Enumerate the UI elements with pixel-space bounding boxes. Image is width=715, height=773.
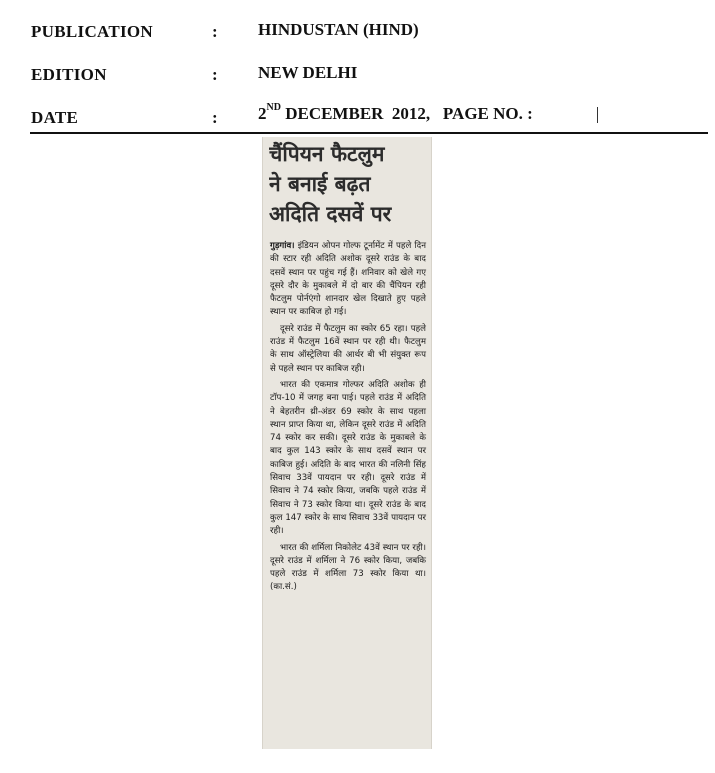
article-paragraph bbox=[270, 240, 426, 320]
edition-row bbox=[0, 65, 715, 95]
edition-colon: : bbox=[212, 65, 218, 84]
headline-line: ने बनाई बढ़त bbox=[269, 172, 371, 196]
date-colon: : bbox=[212, 108, 218, 127]
headline-line: चैंपियन फैटलुम bbox=[269, 142, 385, 166]
date-day: 2 bbox=[258, 104, 267, 123]
publication-value: HINDUSTAN (HIND) bbox=[258, 20, 419, 39]
headline-line: अदिति दसवें पर bbox=[269, 202, 392, 226]
article-dateline: गुड़गांव। bbox=[270, 241, 295, 251]
article-paragraph: भारत की एकमात्र गोल्फर अदिति अशोक ही टॉप-10 में जगह बना पाई। पहले राउंड में अदिति ने बेहतरीन थ्री-अंडर 69 स्कोर के साथ पहला स्थान प्राप्त किया था, लेकिन दूसरे राउंड में अदिति 74 स्कोर कर सकी। दूसरे राउंड के मुकाबले के बाद कुल 143 स्कोर के साथ दसवें स्थान पर काबिज हुई। अदिति के बाद भारत की नलिनी सिंह सिवाच 33वें पायदान पर रही। दूसरे राउंड में सिवाच ने 74 स्कोर किया, जबकि पहले राउंड में सिवाच ने 73 स्कोर किया था। दूसरे राउंड के बाद कुल 147 स्कोर के साथ सिवाच 33वें पायदान पर रही। bbox=[270, 379, 426, 537]
date-label: DATE bbox=[31, 108, 79, 127]
article-paragraph: भारत की शर्मिला निकोलेट 43वें स्थान पर रही। दूसरे राउंड में शर्मिला ने 76 स्कोर किया, जबकि पहले राउंड में शर्मिला 73 स्कोर किया था। (का.सं.) bbox=[270, 542, 426, 593]
header-divider bbox=[30, 132, 708, 134]
article-headline bbox=[269, 139, 429, 229]
publication-row bbox=[0, 22, 715, 52]
paragraph-text: इंडियन ओपन गोल्फ टूर्नामेंट में पहले दिन की स्टार रही अदिति अशोक दूसरे राउंड के बाद दसवें स्थान पर पहुंच गई हैं। शनिवार को खेले गए दूसरे दौर के मुकाबले में दो बार की चैंपियन रही फैटलुम पोर्नएंगो शानदार खेल दिखाते हुए पहले स्थान पर काबिज हो गई। bbox=[270, 241, 426, 318]
edition-value: NEW DELHI bbox=[258, 63, 358, 82]
article-body bbox=[270, 240, 426, 598]
edition-label: EDITION bbox=[31, 65, 107, 84]
date-rest: DECEMBER 2012, PAGE NO. : bbox=[285, 104, 533, 123]
publication-colon: : bbox=[212, 22, 218, 41]
news-clipping bbox=[262, 137, 432, 749]
page-no-mark bbox=[597, 107, 598, 123]
date-suffix: ND bbox=[266, 102, 281, 113]
publication-label: PUBLICATION bbox=[31, 22, 154, 41]
article-paragraph: दूसरे राउंड में फैटलुम का स्कोर 65 रहा। पहले राउंड में फैटलुम 16वें स्थान पर रही थी। फैटलुम के साथ ऑस्ट्रेलिया की आर्थर बी भी संयुक्त रूप से पहले स्थान पर काबिज रही। bbox=[270, 323, 426, 374]
date-value bbox=[258, 104, 533, 124]
